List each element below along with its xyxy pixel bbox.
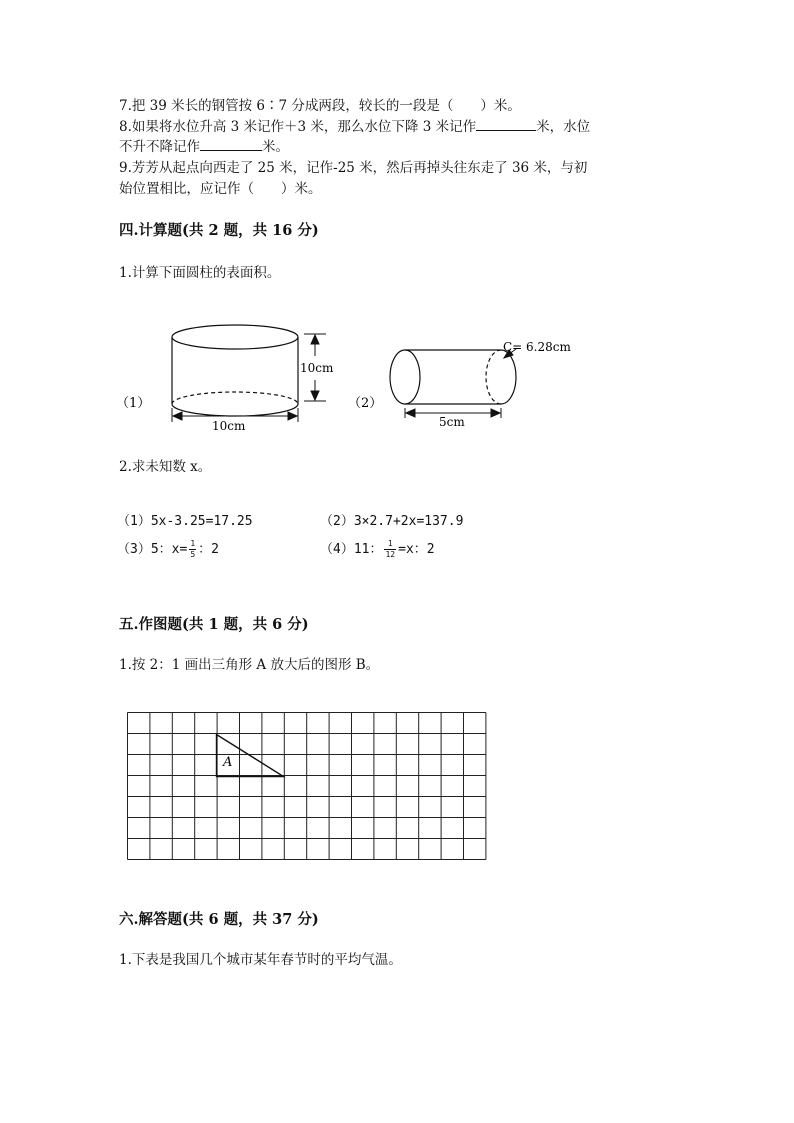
figure-2-label: （2） (348, 396, 383, 411)
question-8-text-c: 不升不降记作 (119, 139, 200, 155)
drawing-question-1: 1.按 2：1 画出三角形 A 放大后的图形 B。 (119, 657, 380, 673)
height-label: 10cm (300, 361, 334, 375)
question-7: 7.把 39 米长的钢管按 6∶7 分成两段，较长的一段是（ ）米。 (119, 98, 521, 114)
horizontal-cylinder (390, 350, 516, 404)
equation-3-prefix: （3）5：x= (117, 542, 188, 557)
equation-2: （2）3×2.7+2x=137.9 (320, 514, 464, 529)
circumference-label: C= 6.28cm (503, 340, 571, 354)
equation-4 (320, 538, 435, 560)
answer-question-1: 1.下表是我国几个城市某年春节时的平均气温。 (119, 952, 402, 968)
diameter-label: 10cm (212, 419, 246, 433)
question-9-line-1: 9.芳芳从起点向西走了 25 米，记作-25 米，然后再掉头往东走了 36 米，与初 (119, 160, 588, 176)
question-8-line-2 (119, 138, 289, 157)
cylinder-figures (110, 320, 580, 435)
question-8-text-d: 米。 (262, 139, 289, 155)
fraction-denominator: 5 (190, 550, 196, 559)
equation-1: （1）5x-3.25=17.25 (117, 514, 253, 529)
equation-3 (117, 538, 219, 560)
fraction-numerator: 1 (384, 539, 396, 550)
section-heading-drawing: 五.作图题(共 1 题，共 6 分) (119, 616, 309, 633)
triangle-a-label: A (223, 755, 233, 770)
question-8-text-a: 8.如果将水位升高 3 米记作＋3 米，那么水位下降 3 米记作 (119, 119, 477, 135)
equation-4-suffix: =x：2 (398, 542, 435, 557)
upright-cylinder (172, 325, 298, 416)
equation-3-suffix: ：2 (198, 542, 219, 557)
equation-4-prefix: （4）11： (320, 542, 383, 557)
question-8-line-1 (119, 118, 590, 137)
question-8-text-b: 米，水位 (536, 119, 591, 135)
calc-question-1: 1.计算下面圆柱的表面积。 (119, 265, 281, 281)
fraction-numerator: 1 (190, 539, 196, 548)
fraction (384, 539, 396, 560)
fraction-denominator: 12 (385, 550, 396, 559)
answer-blank[interactable] (476, 118, 536, 131)
length-label: 5cm (439, 415, 465, 429)
section-heading-calculation: 四.计算题(共 2 题，共 16 分) (119, 222, 319, 239)
calc-question-2: 2.求未知数 x。 (119, 459, 212, 475)
fraction (189, 539, 196, 560)
figure-1-label: （1） (116, 396, 151, 411)
section-heading-answers: 六.解答题(共 6 题，共 37 分) (119, 911, 319, 928)
drawing-grid[interactable] (126, 711, 490, 865)
answer-blank[interactable] (200, 138, 262, 151)
question-9-line-2: 始位置相比，应记作（ ）米。 (119, 181, 322, 197)
